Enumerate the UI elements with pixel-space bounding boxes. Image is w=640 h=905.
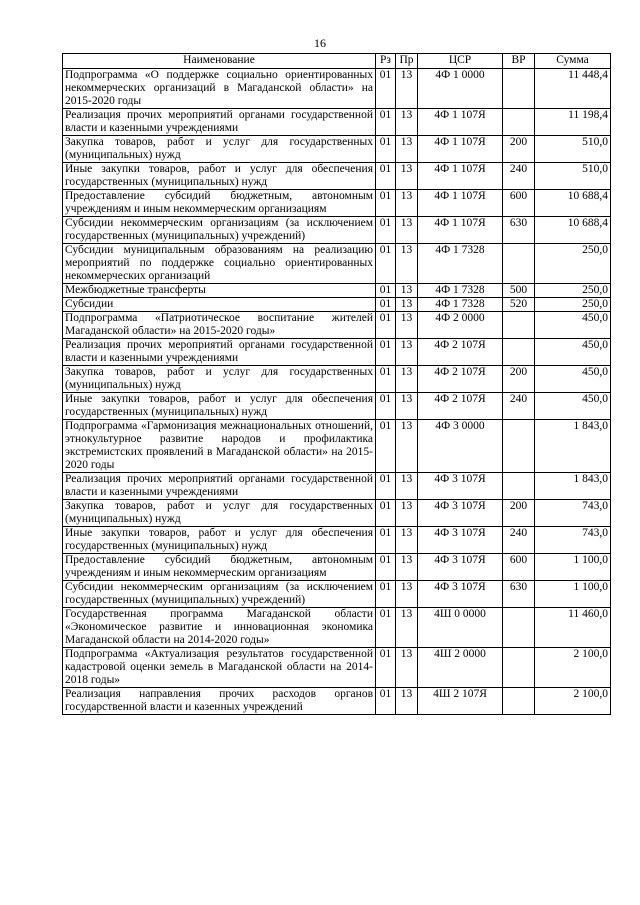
table-row xyxy=(63,284,611,298)
cell-rz: 01 xyxy=(376,163,396,190)
cell-name: Подпрограмма «Актуализация результатов государственной кадастровой оценки земель в Магаданской области на 2014-2018 годы» xyxy=(63,648,376,688)
table-row xyxy=(63,136,611,163)
cell-pr: 13 xyxy=(396,217,418,244)
cell-pr: 13 xyxy=(396,244,418,284)
cell-sum: 510,0 xyxy=(535,163,611,190)
cell-rz: 01 xyxy=(376,284,396,298)
cell-pr: 13 xyxy=(396,298,418,312)
cell-csr: 4Ф 1 107Я xyxy=(418,190,503,217)
cell-vr xyxy=(503,648,535,688)
cell-csr: 4Ф 3 107Я xyxy=(418,527,503,554)
cell-name: Закупка товаров, работ и услуг для государственных (муниципальных) нужд xyxy=(63,366,376,393)
header-name: Наименование xyxy=(63,54,376,69)
cell-sum: 250,0 xyxy=(535,298,611,312)
cell-sum: 250,0 xyxy=(535,284,611,298)
header-vr: ВР xyxy=(503,54,535,69)
cell-pr: 13 xyxy=(396,109,418,136)
cell-pr: 13 xyxy=(396,190,418,217)
cell-name: Иные закупки товаров, работ и услуг для обеспечения государственных (муниципальных) нужд xyxy=(63,527,376,554)
cell-vr: 500 xyxy=(503,284,535,298)
cell-rz: 01 xyxy=(376,366,396,393)
cell-rz: 01 xyxy=(376,473,396,500)
table-row xyxy=(63,366,611,393)
cell-sum: 1 843,0 xyxy=(535,420,611,473)
cell-rz: 01 xyxy=(376,554,396,581)
cell-vr: 200 xyxy=(503,500,535,527)
table-header-row xyxy=(63,54,611,69)
cell-vr xyxy=(503,312,535,339)
cell-sum: 450,0 xyxy=(535,366,611,393)
cell-rz: 01 xyxy=(376,298,396,312)
cell-vr xyxy=(503,688,535,715)
cell-name: Предоставление субсидий бюджетным, автономным учреждениям и иным некоммерческим организациям xyxy=(63,554,376,581)
cell-csr: 4Ф 1 107Я xyxy=(418,109,503,136)
cell-name: Подпрограмма «Гармонизация межнациональных отношений, этнокультурное развитие народов и профилактика экстремистских проявлений в Магаданской области» на 2015-2020 годы xyxy=(63,420,376,473)
cell-rz: 01 xyxy=(376,393,396,420)
cell-sum: 1 100,0 xyxy=(535,554,611,581)
cell-pr: 13 xyxy=(396,420,418,473)
table-row xyxy=(63,393,611,420)
cell-csr: 4Ф 1 7328 xyxy=(418,298,503,312)
table-row xyxy=(63,244,611,284)
cell-pr: 13 xyxy=(396,366,418,393)
cell-pr: 13 xyxy=(396,500,418,527)
cell-pr: 13 xyxy=(396,393,418,420)
cell-pr: 13 xyxy=(396,581,418,608)
cell-csr: 4Ф 2 0000 xyxy=(418,312,503,339)
cell-pr: 13 xyxy=(396,608,418,648)
cell-rz: 01 xyxy=(376,109,396,136)
cell-vr xyxy=(503,473,535,500)
cell-sum: 2 100,0 xyxy=(535,648,611,688)
cell-name: Иные закупки товаров, работ и услуг для обеспечения государственных (муниципальных) нужд xyxy=(63,163,376,190)
cell-sum: 450,0 xyxy=(535,393,611,420)
cell-vr: 240 xyxy=(503,393,535,420)
cell-rz: 01 xyxy=(376,136,396,163)
cell-pr: 13 xyxy=(396,688,418,715)
cell-sum: 10 688,4 xyxy=(535,190,611,217)
cell-csr: 4Ш 2 107Я xyxy=(418,688,503,715)
cell-csr: 4Ф 3 0000 xyxy=(418,420,503,473)
cell-sum: 450,0 xyxy=(535,339,611,366)
cell-name: Предоставление субсидий бюджетным, автономным учреждениям и иным некоммерческим организациям xyxy=(63,190,376,217)
cell-vr xyxy=(503,69,535,109)
table-row xyxy=(63,190,611,217)
table-row xyxy=(63,581,611,608)
header-pr: Пр xyxy=(396,54,418,69)
table-row xyxy=(63,217,611,244)
cell-vr xyxy=(503,339,535,366)
cell-rz: 01 xyxy=(376,217,396,244)
cell-vr: 200 xyxy=(503,366,535,393)
cell-rz: 01 xyxy=(376,339,396,366)
cell-rz: 01 xyxy=(376,648,396,688)
table-row xyxy=(63,688,611,715)
table-row xyxy=(63,69,611,109)
cell-pr: 13 xyxy=(396,136,418,163)
cell-vr xyxy=(503,608,535,648)
page-number: 16 xyxy=(314,36,326,50)
cell-rz: 01 xyxy=(376,608,396,648)
cell-csr: 4Ф 1 0000 xyxy=(418,69,503,109)
cell-rz: 01 xyxy=(376,527,396,554)
cell-vr xyxy=(503,420,535,473)
table-row xyxy=(63,163,611,190)
cell-sum: 11 198,4 xyxy=(535,109,611,136)
cell-name: Субсидии некоммерческим организациям (за исключением государственных (муниципальных) учреждений) xyxy=(63,217,376,244)
cell-sum: 743,0 xyxy=(535,500,611,527)
cell-pr: 13 xyxy=(396,312,418,339)
cell-vr: 240 xyxy=(503,527,535,554)
cell-pr: 13 xyxy=(396,163,418,190)
cell-name: Реализация прочих мероприятий органами государственной власти и казенными учреждениями xyxy=(63,109,376,136)
cell-rz: 01 xyxy=(376,688,396,715)
cell-pr: 13 xyxy=(396,339,418,366)
cell-csr: 4Ф 3 107Я xyxy=(418,473,503,500)
cell-sum: 10 688,4 xyxy=(535,217,611,244)
cell-rz: 01 xyxy=(376,420,396,473)
cell-sum: 250,0 xyxy=(535,244,611,284)
table-row xyxy=(63,554,611,581)
cell-vr: 630 xyxy=(503,217,535,244)
table-row xyxy=(63,473,611,500)
cell-sum: 11 460,0 xyxy=(535,608,611,648)
cell-csr: 4Ф 2 107Я xyxy=(418,339,503,366)
table-row xyxy=(63,312,611,339)
cell-rz: 01 xyxy=(376,69,396,109)
cell-vr: 520 xyxy=(503,298,535,312)
table-row xyxy=(63,500,611,527)
cell-pr: 13 xyxy=(396,473,418,500)
table-row xyxy=(63,339,611,366)
cell-sum: 2 100,0 xyxy=(535,688,611,715)
cell-csr: 4Ш 2 0000 xyxy=(418,648,503,688)
cell-name: Иные закупки товаров, работ и услуг для обеспечения государственных (муниципальных) нужд xyxy=(63,393,376,420)
cell-csr: 4Ф 1 107Я xyxy=(418,163,503,190)
table-body xyxy=(63,69,611,715)
cell-rz: 01 xyxy=(376,244,396,284)
cell-name: Государственная программа Магаданской области «Экономическое развитие и инновационная экономика Магаданской области на 2014-2020 годы» xyxy=(63,608,376,648)
table-row xyxy=(63,420,611,473)
cell-csr: 4Ф 1 7328 xyxy=(418,244,503,284)
cell-name: Субсидии xyxy=(63,298,376,312)
header-csr: ЦСР xyxy=(418,54,503,69)
cell-vr: 600 xyxy=(503,190,535,217)
table-row xyxy=(63,527,611,554)
cell-pr: 13 xyxy=(396,69,418,109)
cell-name: Субсидии некоммерческим организациям (за исключением государственных (муниципальных) учреждений) xyxy=(63,581,376,608)
cell-name: Подпрограмма «Патриотическое воспитание жителей Магаданской области» на 2015-2020 годы» xyxy=(63,312,376,339)
cell-name: Реализация направления прочих расходов органов государственной власти и казенных учреждений xyxy=(63,688,376,715)
cell-name: Реализация прочих мероприятий органами государственной власти и казенными учреждениями xyxy=(63,473,376,500)
cell-pr: 13 xyxy=(396,284,418,298)
header-sum: Сумма xyxy=(535,54,611,69)
cell-name: Реализация прочих мероприятий органами государственной власти и казенными учреждениями xyxy=(63,339,376,366)
cell-sum: 1 843,0 xyxy=(535,473,611,500)
cell-vr xyxy=(503,109,535,136)
cell-rz: 01 xyxy=(376,312,396,339)
cell-name: Межбюджетные трансферты xyxy=(63,284,376,298)
cell-csr: 4Ф 2 107Я xyxy=(418,366,503,393)
cell-pr: 13 xyxy=(396,527,418,554)
cell-name: Подпрограмма «О поддержке социально ориентированных некоммерческих организаций в Магаданской области» на 2015-2020 годы xyxy=(63,69,376,109)
cell-sum: 450,0 xyxy=(535,312,611,339)
cell-rz: 01 xyxy=(376,581,396,608)
cell-vr: 200 xyxy=(503,136,535,163)
cell-pr: 13 xyxy=(396,648,418,688)
cell-name: Закупка товаров, работ и услуг для государственных (муниципальных) нужд xyxy=(63,500,376,527)
cell-sum: 743,0 xyxy=(535,527,611,554)
cell-csr: 4Ф 3 107Я xyxy=(418,500,503,527)
cell-rz: 01 xyxy=(376,500,396,527)
cell-sum: 11 448,4 xyxy=(535,69,611,109)
cell-csr: 4Ф 1 107Я xyxy=(418,217,503,244)
table-row xyxy=(63,298,611,312)
cell-vr: 600 xyxy=(503,554,535,581)
cell-name: Закупка товаров, работ и услуг для государственных (муниципальных) нужд xyxy=(63,136,376,163)
cell-csr: 4Ф 1 107Я xyxy=(418,136,503,163)
cell-name: Субсидии муниципальным образованиям на реализацию мероприятий по поддержке социально ориентированных некоммерческих организаций xyxy=(63,244,376,284)
cell-csr: 4Ф 3 107Я xyxy=(418,581,503,608)
cell-sum: 510,0 xyxy=(535,136,611,163)
cell-vr: 630 xyxy=(503,581,535,608)
cell-pr: 13 xyxy=(396,554,418,581)
table-row xyxy=(63,648,611,688)
table-row xyxy=(63,608,611,648)
cell-rz: 01 xyxy=(376,190,396,217)
cell-csr: 4Ф 1 7328 xyxy=(418,284,503,298)
cell-sum: 1 100,0 xyxy=(535,581,611,608)
budget-table xyxy=(62,53,611,715)
header-rz: Рз xyxy=(376,54,396,69)
cell-csr: 4Ф 2 107Я xyxy=(418,393,503,420)
cell-csr: 4Ф 3 107Я xyxy=(418,554,503,581)
table-row xyxy=(63,109,611,136)
cell-csr: 4Ш 0 0000 xyxy=(418,608,503,648)
cell-vr: 240 xyxy=(503,163,535,190)
cell-vr xyxy=(503,244,535,284)
